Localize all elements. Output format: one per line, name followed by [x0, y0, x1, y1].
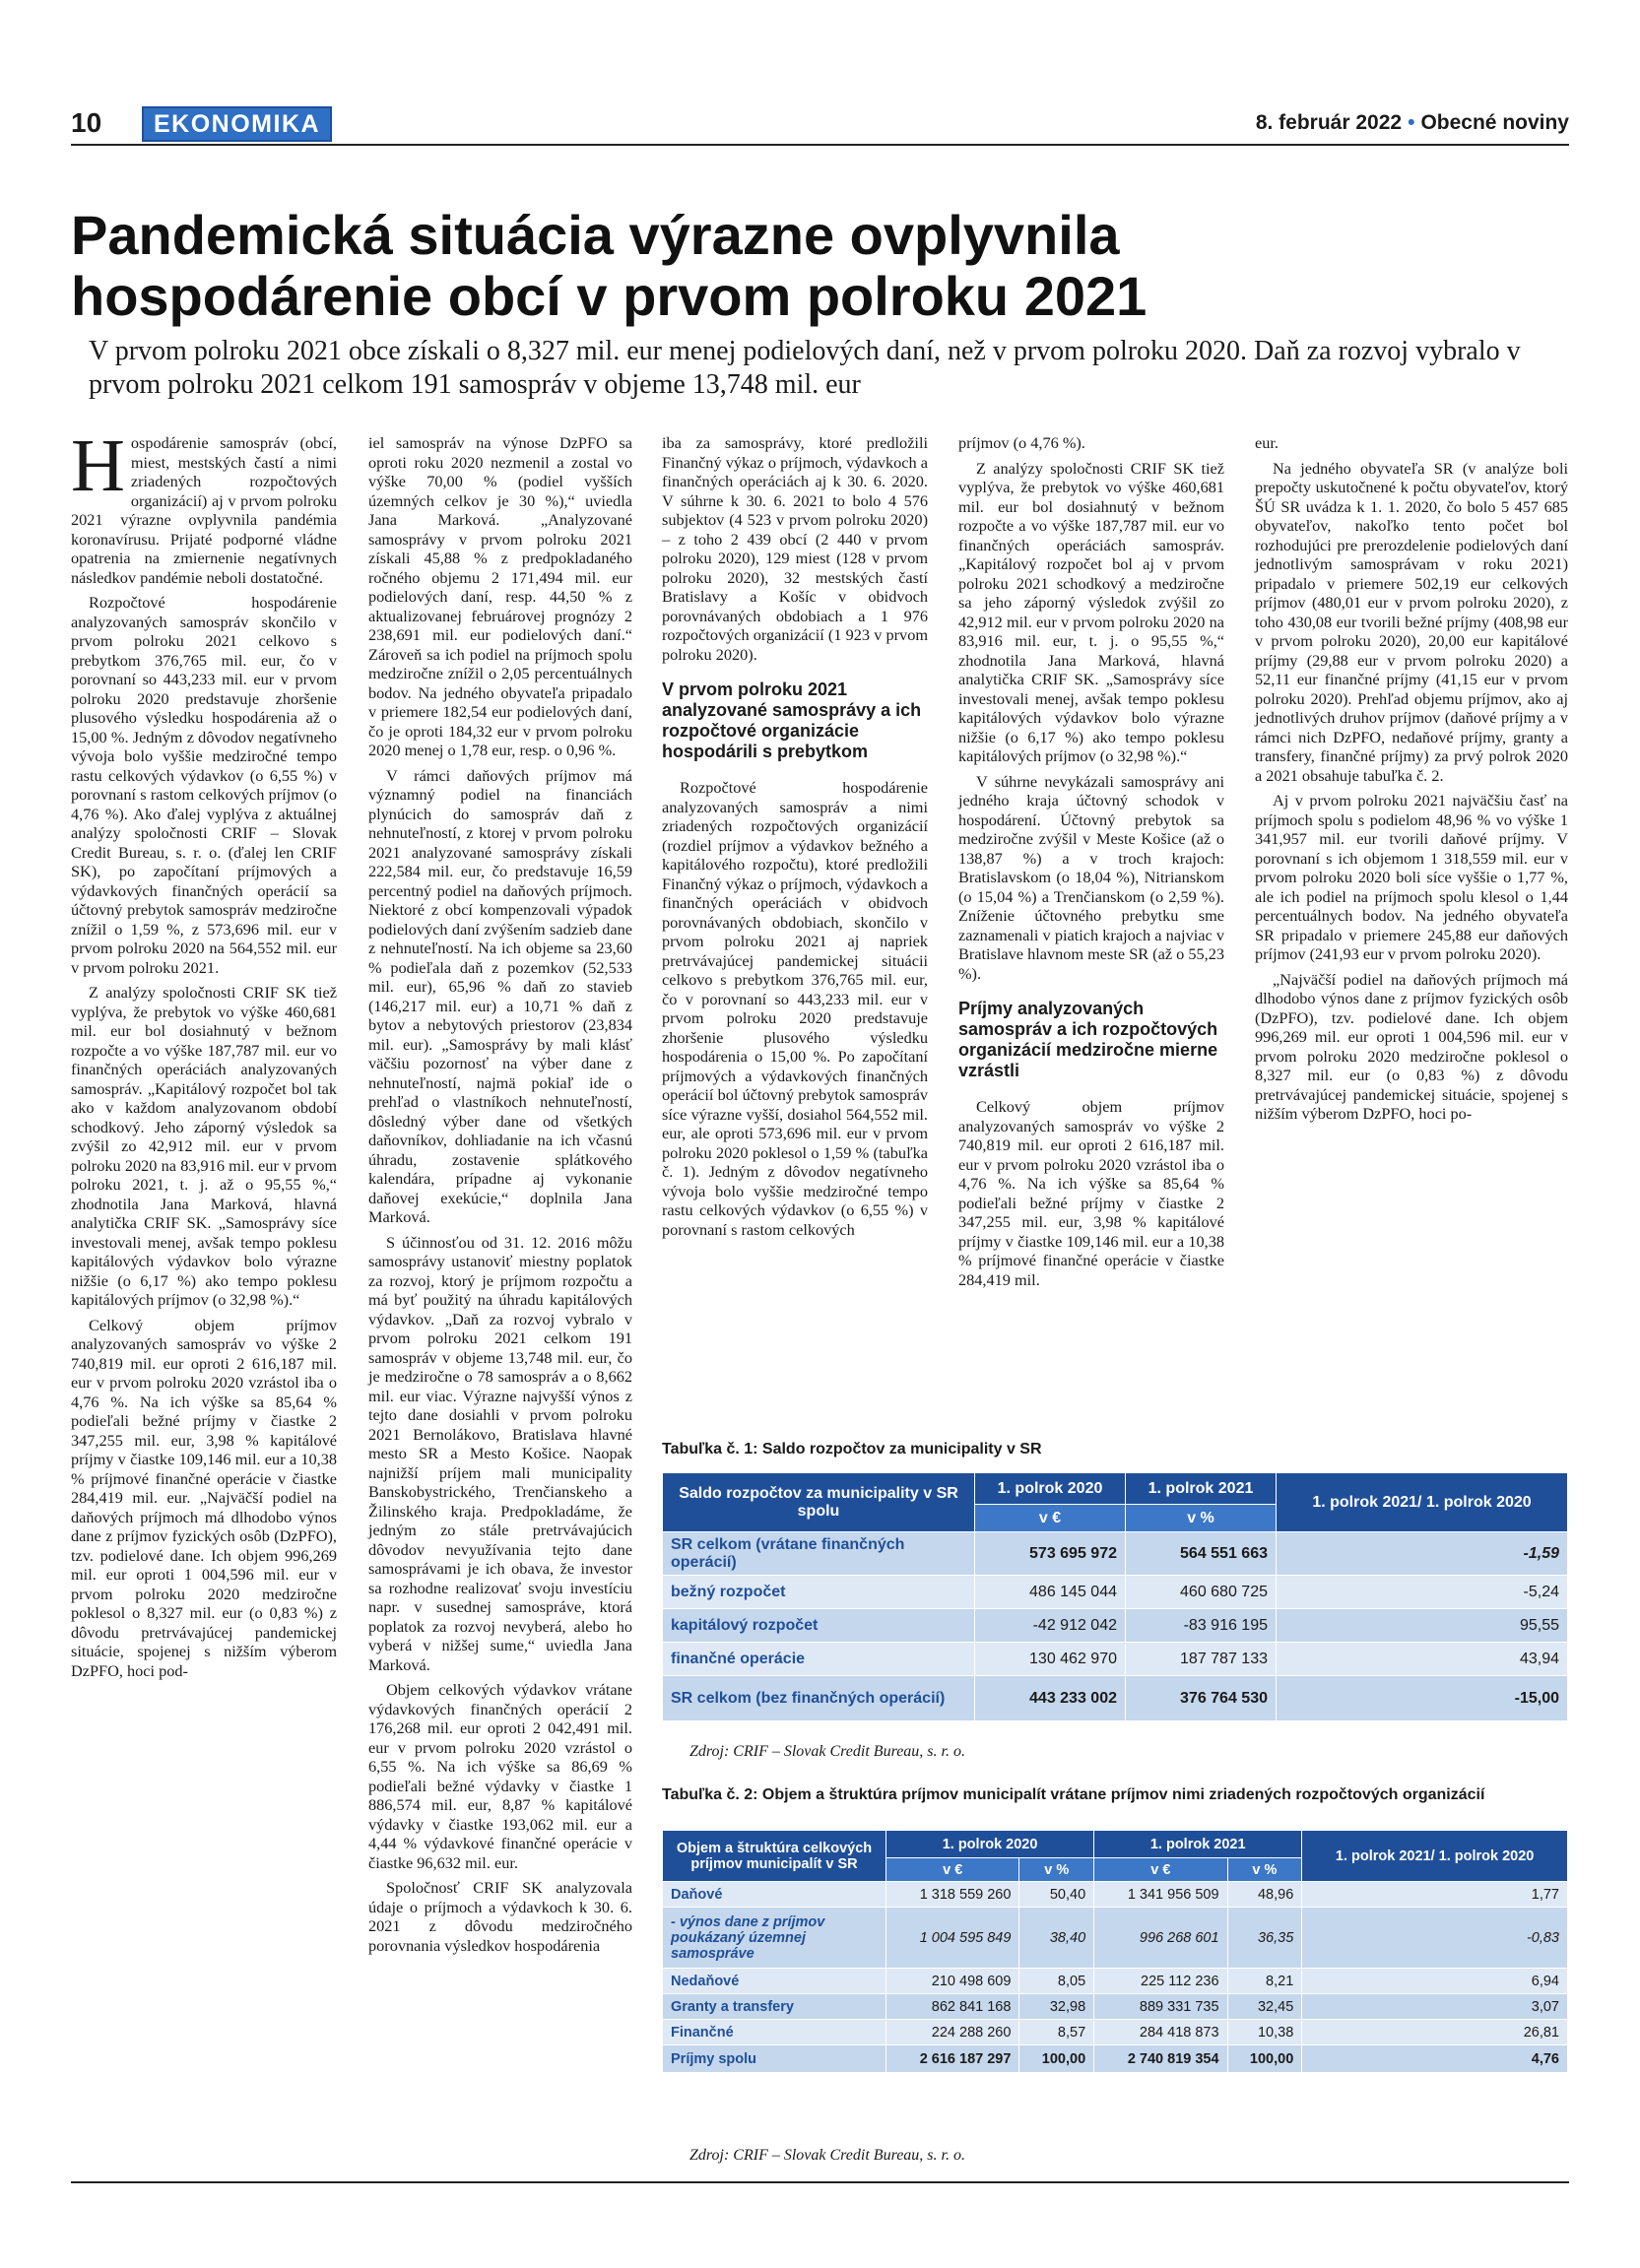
article-paragraph: iel samospráv na výnose DzPFO sa oproti roku 2020 nezmenil a zostal vo výške 70,00 % (podiel vyšších územných celkov je 30 %),“ uviedla Jana Marková. „Analyzované samosprávy v prvom polroku 2021 získali 45,88 % z predpokladaného ročného objemu 2 171,494 mil. eur podielových daní, resp. 44,50 % z aktualizovanej februárovej prognózy 2 238,691 mil. eur podielových daní.“ Zároveň sa ich podiel na príjmoch spolu medziročne znížil o 2,05 percentuálnych bodov. Na jedného obyvateľa pripadalo v priemere 182,54 eur podielových daní, čo je oproti 184,32 eur v prvom polroku 2020 menej o 1,78 eur, resp. o 0,96 %. [368, 433, 632, 759]
article-subhead: V prvom polroku 2021 analyzované samosprávy a ich rozpočtové organizácie hospodárili s prebytkom [662, 680, 922, 761]
table-unit-header: v € [975, 1505, 1126, 1532]
table-unit-header: v € [1094, 1858, 1227, 1882]
article-paragraph: Aj v prvom polroku 2021 najväčšiu časť na príjmoch spolu s podielom 48,96 % vo výške 1 341,957 mil. eur tvorili daňové príjmy. V porovnaní s ich objemom 1 318,559 mil. eur v prvom polroku 2020 boli síce vyššie o 1,77 %, ale ich podiel na príjmoch spolu klesol o 1,44 percentuálnych bodov. Na jedného obyvateľa SR pripadalo v priemere 245,88 eur daňových príjmov (241,93 eur v prvom polroku 2020). [1255, 791, 1568, 963]
article-paragraph: Spoločnosť CRIF SK analyzovala údaje o príjmoch a výdavkoch k 30. 6. 2021 z dôvodu medziročného porovnania výsledkov hospodárenia [368, 1878, 632, 1955]
table-col-header: 1. polrok 2021/ 1. polrok 2020 [1277, 1473, 1568, 1532]
table-revenue-structure [662, 1830, 1568, 2073]
footer-rule [71, 2181, 1569, 2183]
table-col-header: 1. polrok 2020 [975, 1473, 1126, 1505]
article-paragraph: iba za samosprávy, ktoré predložili Finančný výkaz o príjmoch, výdavkoch a finančných operáciách aj k 30. 6. 2020. V súhrne k 30. 6. 2021 to bolo 4 576 subjektov (4 523 v prvom polroku 2020) – z toho 2 439 obcí (2 440 v prvom polroku 2020), 129 miest (128 v prvom polroku 2020), 32 mestských častí Bratislavy a Košíc v obidvoch porovnávaných obdobiach a 1 976 rozpočtových organizácií (1 923 v prvom polroku 2020). [662, 433, 928, 664]
table-budget-balance [662, 1472, 1568, 1721]
article-paragraph: Hospodárenie samospráv (obcí, miest, mestských častí a nimi zriadených rozpočtových organizácií) aj v prvom polroku 2021 výrazne ovplyvnila pandémia koronavírusu. Prijaté podporné vládne opatrenia na zmiernenie negatívnych následkov pandémie neboli dostatočné. [71, 424, 337, 587]
table-row: Daňové 1 318 559 260 50,40 1 341 956 509 48,96 1,77 [663, 1882, 1568, 1908]
table-row: Príjmy spolu 2 616 187 297 100,00 2 740 819 354 100,00 4,76 [663, 2045, 1568, 2073]
table-head-label: Saldo rozpočtov za municipality v SR spolu [663, 1473, 975, 1532]
article-lede: V prvom polroku 2021 obce získali o 8,327 mil. eur menej podielových daní, než v prvom polroku 2020. Daň za rozvoj vybralo v prvom polroku 2021 celkom 191 samospráv v objeme 13,748 mil. eur [89, 336, 1521, 400]
article-paragraph: V súhrne nevykázali samosprávy ani jedného kraja účtovný schodok v hospodárení. Účtovný prebytok sa medziročne zvýšil v Meste Košice (až o 138,87 %) a v troch krajoch: Bratislavskom (o 18,04 %), Nitrianskom (o 15,04 %) a Trenčianskom (o 2,59 %). Zníženie účtovného prebytku sme zaznamenali v piatich krajoch a najviac v Bratislave hlavnom meste SR (až o 55,23 %). [958, 771, 1224, 983]
dateline-separator: • [1408, 111, 1415, 134]
table-2-source: Zdroj: CRIF – Slovak Credit Bureau, s. r. o. [689, 2147, 965, 2164]
page-header [71, 106, 1569, 140]
article-paragraph: Objem celkových výdavkov vrátane výdavkových finančných operácií 2 176,268 mil. eur oproti 2 042,491 mil. eur v prvom polroku 2020 vzrástol o 6,55 %. Na ich výške sa 86,69 % podieľali bežné výdavky v čiastke 1 886,574 mil. eur, 8,87 % kapitálové výdavky v čiastke 193,062 mil. eur a 4,44 % výdavkové finančné operácie v čiastke 96,632 mil. eur. [368, 1680, 632, 1872]
table-col-header: 1. polrok 2021/ 1. polrok 2020 [1302, 1831, 1568, 1882]
article-column-5 [1255, 433, 1568, 1130]
article-paragraph: eur. [1255, 433, 1279, 452]
table-row: Granty a transfery 862 841 168 32,98 889 331 735 32,45 3,07 [663, 1994, 1568, 2020]
article-paragraph: príjmov (o 4,76 %). [958, 433, 1085, 452]
table-unit-header: v % [1227, 1858, 1302, 1882]
article-paragraph: Z analýzy spoločnosti CRIF SK tiež vyplýva, že prebytok vo výške 460,681 mil. eur bol dosiahnutý v bežnom rozpočte a vo výške 187,787 mil. eur vo finančných operáciách samospráv. „Kapitálový rozpočet bol aj v prvom polroku 2021 schodkový a medziročne sa jeho záporný výsledok zvýšil zo 42,912 mil. eur v prvom polroku 2020 na 83,916 mil. eur, t. j. o 95,55 %,“ zhodnotila Jana Marková, hlavná analytička CRIF SK. „Samosprávy síce investovali menej, avšak tempo poklesu kapitálových výdavkov bolo výrazne nižšie (o 6,17 %) ako tempo poklesu kapitálových príjmov (o 32,98 %).“ [958, 458, 1224, 765]
article-subhead: Príjmy analyzovaných samospráv a ich rozpočtových organizácií medziročne mierne vzrástli [958, 999, 1218, 1080]
table-col-header: 1. polrok 2020 [886, 1831, 1094, 1858]
article-column-1 [71, 424, 337, 1686]
article-paragraph: Rozpočtové hospodárenie analyzovaných samospráv a nimi zriadených rozpočtových organizácií (rozdiel príjmov a výdavkov bežného a kapitálového rozpočtu), ktoré predložili Finančný výkaz o príjmoch, výdavkoch a finančných operáciách v obidvoch porovnávaných obdobiach, skončilo v prvom polroku 2021 aj napriek pretrvávajúcej pandemickej situácii celkovo s prebytkom 376,765 mil. eur, čo v porovnaní so 443,233 mil. eur v prvom polroku 2020 predstavuje zhoršenie plusového výsledku hospodárenia o 15,00 %. Po započítaní príjmových a výdavkových finančných operácií bol účtovný prebytok samospráv síce výrazne vyšší, dosiahol 564,552 mil. eur, ale oproti 573,696 mil. eur v prvom polroku 2020 poklesol o 1,59 % (tabuľka č. 1). Jedným z dôvodov negatívneho vývoja bolo vyššie medziročné tempo rastu celkových výdavkov (o 6,55 %) v porovnaní s rastom celkových [662, 778, 928, 1239]
article-paragraph: Celkový objem príjmov analyzovaných samospráv vo výške 2 740,819 mil. eur oproti 2 616,187 mil. eur v prvom polroku 2020 vzrástol iba o 4,76 %. Na ich výške sa 85,64 % podieľali bežné príjmy v čiastke 2 347,255 mil. eur, 3,98 % kapitálové príjmy v čiastke 109,146 mil. eur a 10,38 % príjmové finančné operácie v čiastke 284,419 mil. eur. „Najväčší podiel na daňových príjmoch má dlhodobo výnos dane z príjmov fyzických osôb (DzPFO), tzv. podielové dane. Ich objem 996,269 mil. eur oproti 1 004,596 mil. eur v prvom polroku 2020 medziročne poklesol o 8,327 mil. eur (o 0,83 %) z dôvodu pretrvávajúcej pandemickej situácie, spojenej s nižším výberom DzPFO, hoci pod- [71, 1315, 337, 1680]
drop-cap: H [71, 424, 125, 507]
header-rule [71, 144, 1569, 146]
article-paragraph: V rámci daňových príjmov má významný podiel na financiách plynúcich do samospráv daň z nehnuteľností, z ktorej v prvom polroku 2021 analyzované samosprávy získali 222,584 mil. eur, čo predstavuje 16,59 percentný podiel na daňových príjmoch. Niektoré z obcí kompenzovali výpadok podielových daní zvýšením sadzieb dane z nehnuteľností. Na ich objeme sa 23,60 % podieľala daň z pozemkov (52,533 mil. eur), 65,96 % daň zo stavieb (146,217 mil. eur) a 10,71 % daň z bytov a nebytových priestorov (23,834 mil. eur). „Samosprávy by mali klásť väčšiu pozornosť na výber dane z nehnuteľností, najmä pokiaľ ide o prehľad o vlastníkoch nehnuteľností, dôsledný výber dane od všetkých daňovníkov, dohliadanie na ich včasnú úhradu, zostavenie splátkového kalendára, prípadne aj vykonanie daňovej exekúcie,“ doplnila Jana Marková. [368, 765, 632, 1226]
table-unit-header: v € [886, 1858, 1019, 1882]
article-column-3 [662, 433, 928, 1245]
table-row: SR celkom (vrátane finančných operácií) 573 695 972 564 551 663 -1,59 [663, 1532, 1568, 1576]
table-row: finančné operácie 130 462 970 187 787 133 43,94 [663, 1643, 1568, 1676]
table-row: Finančné 224 288 260 8,57 284 418 873 10,38 26,81 [663, 2020, 1568, 2045]
table-2-caption: Tabuľka č. 2: Objem a štruktúra príjmov municipalít vrátane príjmov nimi zriadených rozpočtových organizácií [662, 1786, 1485, 1803]
article-column-2 [368, 433, 632, 1961]
article-paragraph: „Najväčší podiel na daňových príjmoch má dlhodobo výnos dane z príjmov fyzických osôb (DzPFO), tzv. podielové dane. Ich objem 996,269 mil. eur oproti 1 004,596 mil. eur v prvom polroku 2020 medziročne poklesol o 8,327 mil. eur (o 0,83 %) z dôvodu pretrvávajúcej pandemickej situácie, spojenej s nižším výberom DzPFO, hoci po- [1255, 969, 1568, 1123]
table-row: SR celkom (bez finančných operácií) 443 233 002 376 764 530 -15,00 [663, 1676, 1568, 1721]
table-1-caption: Tabuľka č. 1: Saldo rozpočtov za municipality v SR [662, 1441, 1042, 1458]
table-col-header: 1. polrok 2021 [1094, 1831, 1302, 1858]
dateline [1256, 106, 1569, 140]
article-paragraph: Z analýzy spoločnosti CRIF SK tiež vyplýva, že prebytok vo výške 460,681 mil. eur bol dosiahnutý v bežnom rozpočte a vo výške 187,787 mil. eur vo finančných operáciách analyzovaných samospráv. „Kapitálový rozpočet bol tak ako v každom analyzovanom období schodkový. Jeho záporný výsledok sa zvýšil zo 42,912 mil. eur v prvom polroku 2020 na 83,916 mil. eur v prvom polroku 2021, t. j. až o 95,55 %,“ zhodnotila Jana Marková, hlavná analytička CRIF SK. „Samosprávy síce investovali menej, avšak tempo poklesu kapitálových výdavkov bolo výrazne nižšie (o 6,17 %) ako tempo poklesu kapitálových príjmov (o 32,98 %).“ [71, 983, 337, 1309]
table-col-header: 1. polrok 2021 [1126, 1473, 1277, 1505]
article-paragraph: S účinnosťou od 31. 12. 2016 môžu samosprávy ustanoviť miestny poplatok za rozvoj, ktorý je príjmom rozpočtu a má byť použitý na úhradu kapitálových výdavkov. „Daň za rozvoj vybralo v prvom polroku 2021 celkom 191 samospráv v objeme 13,748 mil. eur, čo je medziročne o 78 samospráv a o 8,662 mil. eur viac. Výrazne najvyšší výnos z tejto dane dosiahli v prvom polroku 2021 Bernolákovo, Bratislava hlavné mesto SR a Mesto Košice. Naopak najnižší príjem mali municipality Banskobystrického, Trenčianskeho a Žilinského kraja. Predpokladáme, že jedným zo stále pretrvávajúcich dôvodov nevyužívania tejto dane samosprávami je ich obava, že investor sa rozhodne realizovať svoju investíciu napr. v susednej samospráve, ktorá poplatok za rozvoj nevyberá, alebo ho vyberá v nižšej sume,“ uviedla Jana Marková. [368, 1232, 632, 1674]
page-number: 10 [71, 107, 102, 138]
article-headline: Pandemická situácia výrazne ovplyvnila hospodárenie obcí v prvom polroku 2021 [71, 204, 1148, 327]
table-row: Nedaňové 210 498 609 8,05 225 112 236 8,21 6,94 [663, 1969, 1568, 1994]
issue-date: 8. február 2022 [1255, 111, 1403, 134]
section-label: EKONOMIKA [142, 106, 332, 142]
paper-name: Obecné noviny [1420, 111, 1569, 134]
table-1-source: Zdroj: CRIF – Slovak Credit Bureau, s. r. o. [689, 1743, 965, 1760]
table-row: bežný rozpočet 486 145 044 460 680 725 -5,24 [663, 1576, 1568, 1609]
table-row: - výnos dane z príjmov poukázaný územnej samospráve 1 004 595 849 38,40 996 268 601 36,35 -0,83 [663, 1908, 1568, 1969]
article-paragraph: Celkový objem príjmov analyzovaných samospráv vo výške 2 740,819 mil. eur oproti 2 616,187 mil. eur v prvom polroku 2020 vzrástol iba o 4,76 %. Na ich výške sa 85,64 % podieľali bežné príjmy v čiastke 2 347,255 mil. eur, 3,98 % kapitálové príjmy v čiastke 109,146 mil. eur a 10,38 % príjmové finančné operácie v čiastke 284,419 mil. [958, 1097, 1224, 1289]
article-paragraph: Na jedného obyvateľa SR (v analýze boli prepočty uskutočnené k počtu obyvateľov, ktorý ŠÚ SR uvádza k 1. 1. 2020, čo bolo 5 457 685 obyvateľov, nakoľko tento počet bol rozhodujúci pre prerozdelenie podielových daní jednotlivým samosprávam v roku 2021) pripadalo v priemere 502,19 eur celkových príjmov (480,01 eur v prvom polroku 2020), z toho 430,08 eur tvorili bežné príjmy (408,98 eur v prvom polroku 2020), 20,00 eur kapitálové príjmy (29,88 eur v prvom polroku 2020) a 52,11 eur finančné príjmy (41,15 eur v prvom polroku 2020). Prehľad objemu príjmov, ako aj jednotlivých druhov príjmov (daňové príjmy a v rámci nich DzPFO, nedaňové príjmy, granty a transfery, finančné príjmy) za prvý polrok 2020 a 2021 obsahuje tabuľka č. 2. [1255, 458, 1568, 785]
article-paragraph: Rozpočtové hospodárenie analyzovaných samospráv skončilo v prvom polroku 2021 celkovo s prebytkom 376,765 mil. eur, čo v porovnaní so 443,233 mil. eur v prvom polroku 2020 predstavuje zhoršenie plusového výsledku hospodárenia až o 15,00 %. Jedným z dôvodov negatívneho vývoja bolo vyššie medziročné tempo rastu celkových výdavkov (o 6,55 %) v porovnaní s rastom celkových príjmov (o 4,76 %). Ako ďalej vyplýva z aktuálnej analýzy spoločnosti CRIF – Slovak Credit Bureau, s. r. o. (ďalej len CRIF SK), po započítaní príjmových a výdavkových finančných operácií sa účtovný prebytok samospráv medziročne znížil o 1,59 %, z 573,696 mil. eur v prvom polroku 2020 na 564,552 mil. eur v prvom polroku 2021. [71, 593, 337, 977]
table-unit-header: v % [1126, 1505, 1277, 1532]
article-column-4 [958, 433, 1224, 1295]
table-row: kapitálový rozpočet -42 912 042 -83 916 195 95,55 [663, 1609, 1568, 1643]
table-head-label: Objem a štruktúra celkových príjmov municipalít v SR [663, 1831, 886, 1882]
table-unit-header: v % [1019, 1858, 1094, 1882]
